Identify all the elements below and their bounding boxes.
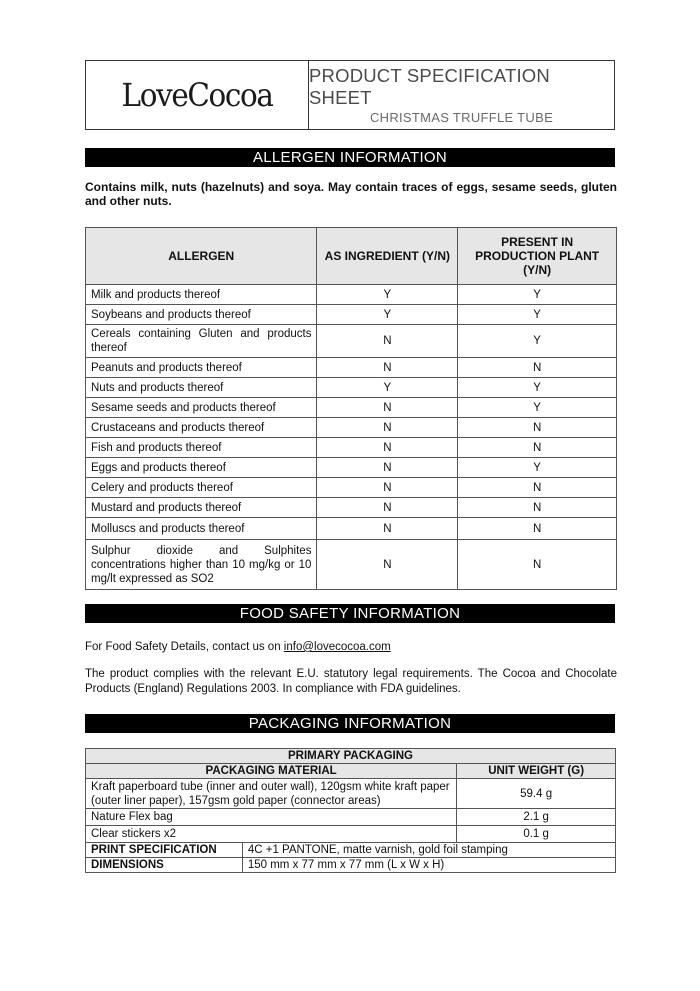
packaging-section-heading: PACKAGING INFORMATION <box>85 714 615 733</box>
table-row <box>86 285 617 305</box>
column-header-unit-weight: UNIT WEIGHT (G) <box>457 764 616 779</box>
table-row <box>86 418 617 438</box>
as-ingredient-value: Y <box>317 305 458 325</box>
table-row <box>86 826 616 843</box>
column-header-as-ingredient: AS INGREDIENT (Y/N) <box>317 228 458 285</box>
contact-prefix: For Food Safety Details, contact us on <box>85 641 284 653</box>
table-row <box>86 325 617 358</box>
table-row <box>86 749 616 764</box>
allergen-section-heading: ALLERGEN INFORMATION <box>85 148 615 167</box>
print-specification-value: 4C +1 PANTONE, matte varnish, gold foil stamping <box>242 843 615 858</box>
table-row <box>86 358 617 378</box>
as-ingredient-value: Y <box>317 378 458 398</box>
production-plant-value: Y <box>458 325 617 358</box>
allergen-table <box>85 227 617 590</box>
production-plant-value: Y <box>458 398 617 418</box>
table-row <box>86 305 617 325</box>
allergen-name: Fish and products thereof <box>86 438 317 458</box>
production-plant-value: Y <box>458 305 617 325</box>
as-ingredient-value: N <box>317 518 458 540</box>
allergen-name: Eggs and products thereof <box>86 458 317 478</box>
print-specification-label: PRINT SPECIFICATION <box>86 843 243 858</box>
food-safety-contact <box>85 640 617 655</box>
production-plant-value: N <box>458 438 617 458</box>
compliance-statement: The product complies with the relevant E.U. statutory legal requirements. The Cocoa and Chocolate Products (England) Regulations 2003. In compliance with FDA guidelines. <box>85 668 617 695</box>
as-ingredient-value: N <box>317 325 458 358</box>
as-ingredient-value: N <box>317 358 458 378</box>
allergen-name: Mustard and products thereof <box>86 498 317 518</box>
allergen-name: Nuts and products thereof <box>86 378 317 398</box>
document-header <box>85 60 615 130</box>
primary-packaging-label: PRIMARY PACKAGING <box>86 749 616 764</box>
allergen-name: Celery and products thereof <box>86 478 317 498</box>
dimensions-label: DIMENSIONS <box>86 858 243 873</box>
table-row <box>86 540 617 590</box>
packaging-material: Clear stickers x2 <box>86 826 457 843</box>
table-row <box>86 858 616 873</box>
allergen-name: Peanuts and products thereof <box>86 358 317 378</box>
allergen-table-header-row <box>86 228 617 285</box>
allergen-name: Milk and products thereof <box>86 285 317 305</box>
as-ingredient-value: N <box>317 478 458 498</box>
production-plant-value: Y <box>458 378 617 398</box>
allergen-statement: Contains milk, nuts (hazelnuts) and soya. May contain traces of eggs, sesame seeds, gluten and other nuts. <box>85 180 617 208</box>
as-ingredient-value: N <box>317 418 458 438</box>
contact-email-link[interactable]: info@lovecocoa.com <box>283 641 391 653</box>
as-ingredient-value: Y <box>317 285 458 305</box>
as-ingredient-value: N <box>317 540 458 590</box>
table-row <box>86 518 617 540</box>
as-ingredient-value: N <box>317 398 458 418</box>
column-header-production-plant: PRESENT IN PRODUCTION PLANT (Y/N) <box>458 228 617 285</box>
unit-weight: 0.1 g <box>457 826 616 843</box>
table-row <box>86 458 617 478</box>
as-ingredient-value: N <box>317 438 458 458</box>
table-row <box>86 843 616 858</box>
packaging-material: Nature Flex bag <box>86 809 457 826</box>
table-row <box>86 478 617 498</box>
table-row <box>86 438 617 458</box>
logo-cell <box>86 61 309 129</box>
brand-logo: LoveCocoa <box>121 76 273 114</box>
table-row <box>86 809 616 826</box>
as-ingredient-value: N <box>317 498 458 518</box>
column-header-packaging-material: PACKAGING MATERIAL <box>86 764 457 779</box>
table-row <box>86 779 616 809</box>
table-row <box>86 378 617 398</box>
allergen-name: Molluscs and products thereof <box>86 518 317 540</box>
dimensions-value: 150 mm x 77 mm x 77 mm (L x W x H) <box>242 858 615 873</box>
production-plant-value: Y <box>458 285 617 305</box>
column-header-allergen: ALLERGEN <box>86 228 317 285</box>
production-plant-value: N <box>458 358 617 378</box>
allergen-name: Crustaceans and products thereof <box>86 418 317 438</box>
document-subtitle: CHRISTMAS TRUFFLE TUBE <box>369 110 554 125</box>
allergen-name: Sulphur dioxide and Sulphites concentrations higher than 10 mg/kg or 10 mg/lt expressed as SO2 <box>86 540 317 590</box>
allergen-name: Sesame seeds and products thereof <box>86 398 317 418</box>
title-cell <box>309 61 614 129</box>
table-row <box>86 398 617 418</box>
production-plant-value: N <box>458 518 617 540</box>
unit-weight: 2.1 g <box>457 809 616 826</box>
food-safety-section-heading: FOOD SAFETY INFORMATION <box>85 604 615 623</box>
packaging-table <box>85 748 616 873</box>
production-plant-value: N <box>458 498 617 518</box>
table-row <box>86 498 617 518</box>
production-plant-value: Y <box>458 458 617 478</box>
allergen-name: Cereals containing Gluten and products thereof <box>86 325 317 358</box>
production-plant-value: N <box>458 540 617 590</box>
as-ingredient-value: N <box>317 458 458 478</box>
packaging-material: Kraft paperboard tube (inner and outer wall), 120gsm white kraft paper (outer liner paper), 157gsm gold paper (connector areas) <box>86 779 457 809</box>
table-row <box>86 764 616 779</box>
allergen-name: Soybeans and products thereof <box>86 305 317 325</box>
production-plant-value: N <box>458 478 617 498</box>
production-plant-value: N <box>458 418 617 438</box>
unit-weight: 59.4 g <box>457 779 616 809</box>
document-title: PRODUCT SPECIFICATION SHEET <box>309 65 550 108</box>
